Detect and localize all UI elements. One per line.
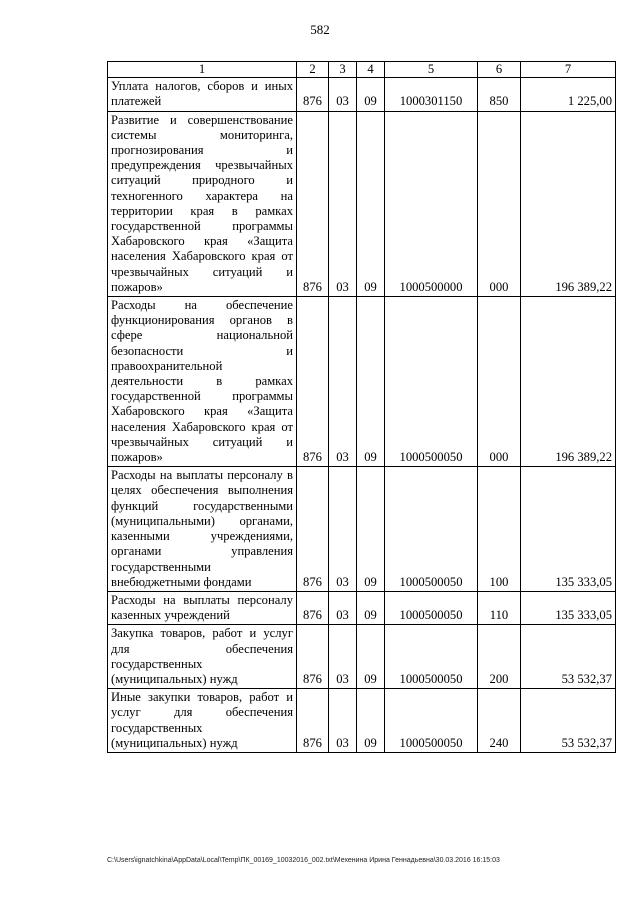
column-header: 2 [297, 62, 329, 78]
row-section-code: 03 [329, 297, 357, 467]
table-row [108, 111, 616, 296]
row-ministry-code: 876 [297, 297, 329, 467]
row-section-code: 03 [329, 467, 357, 592]
row-section-code: 03 [329, 591, 357, 624]
footer-file-path: C:\Users\ignatchkina\AppData\Local\Temp\ПК_00169_10032016_002.txt\Мехенина Ирина Геннадьевна\30.03.2016 16:15:03 [107, 857, 500, 864]
row-ministry-code: 876 [297, 591, 329, 624]
row-expense-type: 110 [478, 591, 521, 624]
row-target-code: 1000500050 [385, 467, 478, 592]
column-header: 4 [357, 62, 385, 78]
row-amount: 196 389,22 [521, 111, 616, 296]
budget-table [107, 61, 616, 753]
row-section-code: 03 [329, 689, 357, 753]
row-name: Расходы на обеспечение функционирования органов в сфере национальной безопасности и правоохранительной деятельности в рамках государственной программы Хабаровского края «Защита населения Хабаровского края от чрезвычайных ситуаций и пожаров» [108, 297, 297, 467]
row-amount: 135 333,05 [521, 591, 616, 624]
row-name: Развитие и совершенствование системы мониторинга, прогнозирования и предупреждения чрезвычайных ситуаций природного и техногенного характера на территории края в рамках государственной программы Хабаровского края «Защита населения Хабаровского края от чрезвычайных ситуаций и пожаров» [108, 111, 297, 296]
row-target-code: 1000500050 [385, 591, 478, 624]
table-row [108, 689, 616, 753]
row-target-code: 1000500050 [385, 625, 478, 689]
row-name: Иные закупки товаров, работ и услуг для обеспечения государственных (муниципальных) нужд [108, 689, 297, 753]
row-subsection-code: 09 [357, 78, 385, 111]
row-subsection-code: 09 [357, 689, 385, 753]
row-target-code: 1000500050 [385, 297, 478, 467]
row-amount: 135 333,05 [521, 467, 616, 592]
table-row [108, 467, 616, 592]
row-name: Расходы на выплаты персоналу казенных учреждений [108, 591, 297, 624]
row-section-code: 03 [329, 111, 357, 296]
table-row [108, 297, 616, 467]
row-expense-type: 850 [478, 78, 521, 111]
row-amount: 53 532,37 [521, 689, 616, 753]
header-row [108, 62, 616, 78]
table-row [108, 591, 616, 624]
column-header: 3 [329, 62, 357, 78]
row-target-code: 1000500050 [385, 689, 478, 753]
row-amount: 53 532,37 [521, 625, 616, 689]
column-header: 5 [385, 62, 478, 78]
table-row [108, 78, 616, 111]
column-header: 1 [108, 62, 297, 78]
row-subsection-code: 09 [357, 625, 385, 689]
row-section-code: 03 [329, 78, 357, 111]
column-header: 6 [478, 62, 521, 78]
row-amount: 1 225,00 [521, 78, 616, 111]
row-ministry-code: 876 [297, 689, 329, 753]
row-expense-type: 200 [478, 625, 521, 689]
row-expense-type: 240 [478, 689, 521, 753]
row-ministry-code: 876 [297, 625, 329, 689]
row-name: Расходы на выплаты персоналу в целях обеспечения выполнения функций государственными (муниципальными) органами, казенными учреждениями, органами управления государственными внебюджетными фондами [108, 467, 297, 592]
row-expense-type: 000 [478, 297, 521, 467]
row-name: Закупка товаров, работ и услуг для обеспечения государственных (муниципальных) нужд [108, 625, 297, 689]
row-target-code: 1000301150 [385, 78, 478, 111]
row-name: Уплата налогов, сборов и иных платежей [108, 78, 297, 111]
row-subsection-code: 09 [357, 111, 385, 296]
row-expense-type: 100 [478, 467, 521, 592]
row-section-code: 03 [329, 625, 357, 689]
table-row [108, 625, 616, 689]
column-header: 7 [521, 62, 616, 78]
row-amount: 196 389,22 [521, 297, 616, 467]
page-number: 582 [310, 22, 330, 37]
row-expense-type: 000 [478, 111, 521, 296]
row-subsection-code: 09 [357, 591, 385, 624]
row-subsection-code: 09 [357, 297, 385, 467]
row-subsection-code: 09 [357, 467, 385, 592]
row-ministry-code: 876 [297, 467, 329, 592]
row-ministry-code: 876 [297, 78, 329, 111]
row-target-code: 1000500000 [385, 111, 478, 296]
row-ministry-code: 876 [297, 111, 329, 296]
